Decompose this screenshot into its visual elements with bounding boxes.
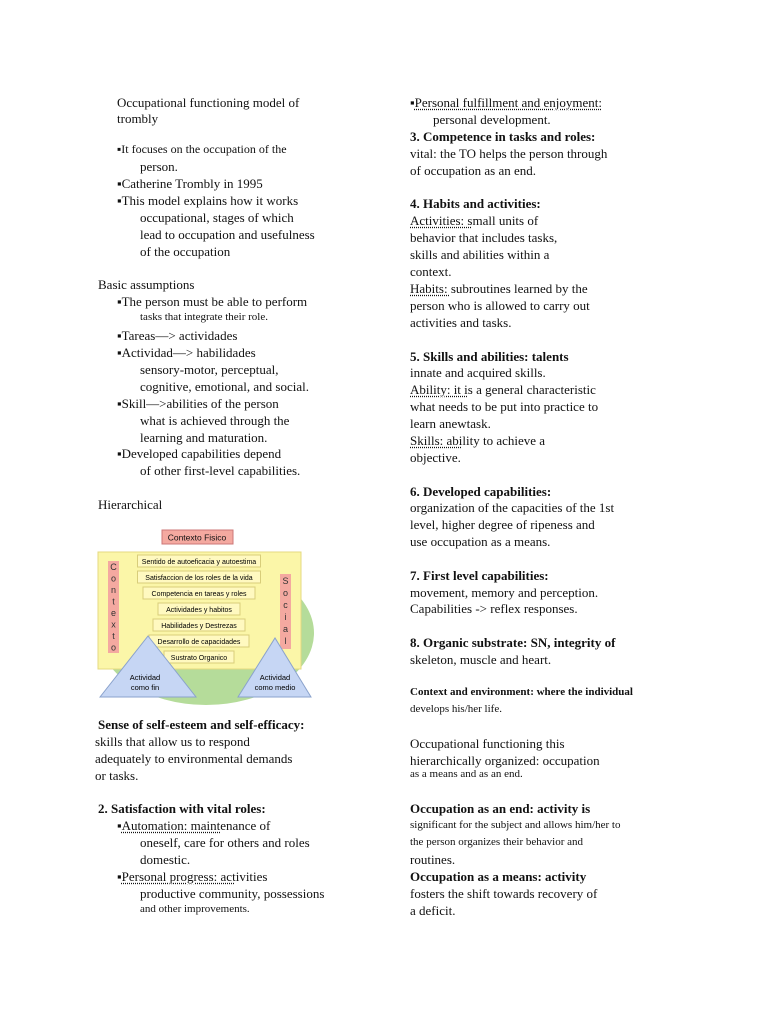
- diagram-level-label: Sentido de autoeficacia y autoestima: [141, 559, 257, 566]
- paragraph-line: or tasks.: [95, 768, 139, 783]
- paragraph-line: movement, memory and perception.: [410, 585, 599, 600]
- diagram-level-label: Habilidades y Destrezas: [161, 623, 237, 630]
- context-heading: Context and environment: where the individual: [410, 686, 633, 698]
- contexto-letter: o: [110, 573, 117, 584]
- habits-term: Habits:: [410, 281, 451, 296]
- list-item: ▪ Actividad—> habilidades: [117, 344, 256, 361]
- ability-rest: s a general characteristic: [467, 382, 596, 397]
- paragraph-line: skeleton, muscle and heart.: [410, 652, 552, 667]
- paragraph-line: level, higher degree of ripeness and: [410, 517, 595, 532]
- social-letter: o: [282, 588, 289, 598]
- diagram-level-label: Sustrato Organico: [170, 655, 228, 662]
- social-letter: S: [282, 576, 289, 586]
- paragraph-line: context.: [410, 264, 452, 279]
- activities-term: Activities: s: [410, 213, 473, 228]
- contexto-letter: x: [111, 619, 116, 630]
- paragraph-line: as a means and as an end.: [410, 768, 523, 780]
- automation-term: Automation: maint: [121, 818, 221, 833]
- section-6-heading: 6. Developed capabilities:: [410, 484, 552, 499]
- paragraph-line: innate and acquired skills.: [410, 365, 546, 380]
- list-item: [410, 94, 602, 111]
- hierarchy-diagram: [95, 527, 317, 705]
- list-item: [117, 868, 267, 885]
- section-5-heading: 5. Skills and abilities: talents: [410, 349, 569, 364]
- paragraph-line: behavior that includes tasks,: [410, 230, 558, 245]
- social-letter: a: [282, 624, 289, 634]
- social-letter: c: [283, 600, 288, 610]
- paragraph-line: activities and tasks.: [410, 315, 512, 330]
- list-item-continued: oneself, care for others and roles: [140, 835, 310, 850]
- personal-fulfillment-term: Personal fulfillment and enjoyment:: [414, 95, 602, 110]
- triangle-left-line2: como fin: [130, 683, 160, 692]
- section-heading-basic-assumptions: Basic assumptions: [98, 277, 195, 292]
- occupation-end-heading: Occupation as an end: activity is: [410, 801, 591, 816]
- section-4-heading: 4. Habits and activities:: [410, 196, 541, 211]
- section-heading-hierarchical: Hierarchical: [98, 497, 163, 512]
- list-item: ▪ Developed capabilities depend: [117, 445, 281, 462]
- contexto-letter: n: [110, 585, 117, 595]
- doc-title-line1: Occupational functioning model of: [117, 95, 300, 110]
- paragraph-line: a deficit.: [410, 903, 456, 918]
- contexto-letter: e: [110, 608, 117, 618]
- list-item: ▪ Skill—>abilities of the person: [117, 395, 279, 412]
- list-item-continued: domestic.: [140, 852, 191, 867]
- activities-rest: mall units of: [472, 213, 539, 228]
- personal-progress-term: Personal progress: act: [121, 869, 236, 884]
- paragraph-line: use occupation as a means.: [410, 534, 551, 549]
- contexto-letter: C: [110, 562, 117, 572]
- list-item: [117, 817, 270, 834]
- triangle-right-line1: Actividad: [259, 673, 291, 682]
- automation-rest: enance of: [220, 818, 271, 833]
- doc-title-line2: trombly: [117, 111, 159, 126]
- paragraph-line: skills and abilities within a: [410, 247, 550, 262]
- sense-heading: Sense of self-esteem and self-efficacy:: [98, 717, 305, 732]
- diagram-level-label: Competencia en tareas y roles: [151, 591, 247, 598]
- list-item: ▪ Catherine Trombly in 1995: [117, 175, 263, 192]
- paragraph-line: vital: the TO helps the person through: [410, 146, 608, 161]
- contexto-letter: t: [112, 596, 115, 607]
- paragraph-line: [410, 212, 538, 229]
- paragraph-line: [410, 280, 588, 297]
- list-item: ▪ Tareas—> actividades: [117, 327, 237, 344]
- paragraph-line: of occupation as an end.: [410, 163, 536, 178]
- occupation-means-heading: Occupation as a means: activity: [410, 869, 587, 884]
- paragraph-line: hierarchically organized: occupation: [410, 753, 600, 768]
- paragraph-line: skills that allow us to respond: [95, 734, 250, 749]
- paragraph-line: learn anewtask.: [410, 416, 491, 431]
- triangle-right-line2: como medio: [254, 683, 296, 692]
- section-3-heading: 3. Competence in tasks and roles:: [410, 129, 596, 144]
- paragraph-line: what needs to be put into practice to: [410, 399, 599, 414]
- paragraph-line: routines.: [410, 852, 456, 867]
- paragraph-line: Occupational functioning this: [410, 736, 565, 751]
- list-item-continued: occupational, stages of which: [140, 210, 294, 225]
- social-letter: i: [284, 612, 287, 622]
- list-item-continued: cognitive, emotional, and social.: [140, 379, 309, 394]
- list-item-continued: of the occupation: [140, 244, 231, 259]
- section-8-heading: 8. Organic substrate: SN, integrity of: [410, 635, 616, 650]
- paragraph-line: adequately to environmental demands: [95, 751, 293, 766]
- list-item: ▪ It focuses on the occupation of the: [117, 141, 287, 158]
- paragraph-line: [410, 381, 596, 398]
- personal-progress-rest: ivities: [235, 869, 268, 884]
- list-item-continued: of other first-level capabilities.: [140, 463, 301, 478]
- list-item-continued: what is achieved through the: [140, 413, 290, 428]
- triangle-left-line1: Actividad: [129, 673, 161, 682]
- paragraph-line: significant for the subject and allows him/her to: [410, 819, 621, 831]
- context-fisico-label: Contexto Fisico: [167, 532, 227, 543]
- section-7-heading: 7. First level capabilities:: [410, 568, 549, 583]
- paragraph-line: objective.: [410, 450, 461, 465]
- list-item-continued: tasks that integrate their role.: [140, 311, 268, 323]
- list-item-continued: lead to occupation and usefulness: [140, 227, 315, 242]
- paragraph-line: person who is allowed to carry out: [410, 298, 590, 313]
- list-item-continued: sensory-motor, perceptual,: [140, 362, 279, 377]
- list-item: ▪ The person must be able to perform: [117, 293, 307, 310]
- paragraph-line: Capabilities -> reflex responses.: [410, 601, 578, 616]
- diagram-level-label: Satisfaccion de los roles de la vida: [145, 575, 253, 582]
- list-item-continued: person.: [140, 159, 178, 174]
- list-item-continued: learning and maturation.: [140, 430, 268, 445]
- list-item: ▪ This model explains how it works: [117, 192, 298, 209]
- list-item-continued: and other improvements.: [140, 903, 250, 915]
- ability-term: Ability: it i: [410, 382, 468, 397]
- list-item-continued: productive community, possessions: [140, 886, 325, 901]
- habits-rest: subroutines learned by the: [450, 281, 588, 296]
- social-letter: l: [284, 636, 287, 646]
- diagram-level-label: Actividades y habitos: [166, 607, 232, 614]
- paragraph-line: [410, 432, 545, 449]
- paragraph-line: the person organizes their behavior and: [410, 836, 583, 848]
- contexto-letter: o: [110, 642, 117, 653]
- satisfaction-heading: 2. Satisfaction with vital roles:: [98, 801, 266, 816]
- paragraph-line: fosters the shift towards recovery of: [410, 886, 598, 901]
- paragraph-line: organization of the capacities of the 1st: [410, 500, 615, 515]
- paragraph-line: develops his/her life.: [410, 703, 502, 715]
- diagram-level-label: Desarrollo de capacidades: [157, 639, 241, 646]
- contexto-letter: t: [112, 631, 115, 641]
- skills-rest: lity to achieve a: [462, 433, 546, 448]
- skills-term: Skills: abi: [410, 433, 463, 448]
- list-item-continued: personal development.: [433, 112, 551, 127]
